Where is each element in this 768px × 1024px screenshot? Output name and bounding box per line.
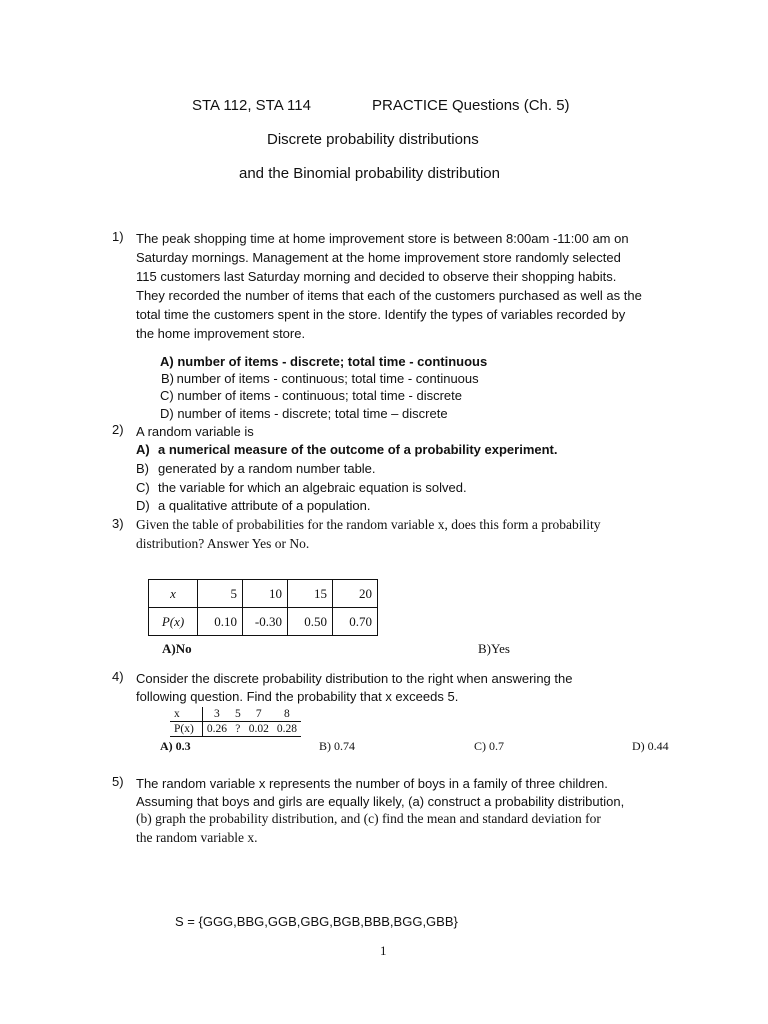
practice-title: PRACTICE Questions (Ch. 5) (372, 97, 570, 114)
question-1-line: total time the customers spent in the store. Identify the types of variables recorded by (136, 307, 626, 322)
table-cell: 5 (231, 707, 245, 722)
question-2-option-c-letter: C) (136, 480, 150, 495)
question-2-option-b-letter: B) (136, 461, 149, 476)
table-row (170, 707, 301, 722)
table-row (149, 580, 378, 608)
question-5-line: (b) graph the probability distribution, and (c) find the mean and standard deviation for (136, 811, 601, 826)
table-row (170, 722, 301, 737)
table-cell: -0.30 (243, 608, 288, 636)
question-4-answer-d: D) 0.44 (632, 739, 669, 753)
table-row (149, 608, 378, 636)
course-code: STA 112, STA 114 (192, 97, 311, 114)
table-cell: 0.26 (202, 722, 231, 737)
table-cell: 0.50 (288, 608, 333, 636)
question-1-number: 1) (112, 229, 124, 244)
question-2-stem: A random variable is (136, 424, 254, 439)
question-4-line: following question. Find the probability that x exceeds 5. (136, 689, 459, 704)
question-1-line: The peak shopping time at home improvement store is between 8:00am -11:00 am on (136, 231, 629, 246)
question-2-option-c-text: the variable for which an algebraic equation is solved. (158, 480, 467, 495)
page-title-line1: Discrete probability distributions (267, 131, 479, 148)
table-cell: 7 (245, 707, 273, 722)
question-1-text (136, 229, 681, 343)
question-5-line: The random variable x represents the number of boys in a family of three children. (136, 776, 608, 791)
question-1-option-d: D) number of items - discrete; total time – discrete (160, 406, 448, 421)
question-3-answer-a: A)No (162, 641, 192, 656)
question-1-option-c: C) number of items - continuous; total time - discrete (160, 388, 463, 403)
question-4-line: Consider the discrete probability distribution to the right when answering the (136, 671, 573, 686)
question-1-line: Saturday mornings. Management at the home improvement store randomly selected (136, 250, 621, 265)
page-number: 1 (380, 943, 387, 958)
sample-space: S = {GGG,BBG,GGB,GBG,BGB,BBB,BGG,GBB} (175, 914, 458, 929)
question-1-line: They recorded the number of items that each of the customers purchased as well as the (136, 288, 642, 303)
table-cell: 0.10 (198, 608, 243, 636)
question-3-line: Given the table of probabilities for the random variable x, does this form a probability (136, 517, 601, 532)
question-2-option-b-text: generated by a random number table. (158, 461, 376, 476)
question-2-option-d-letter: D) (136, 498, 150, 513)
table-cell: 3 (202, 707, 231, 722)
question-4-answer-a: A) 0.3 (160, 739, 191, 753)
question-3-number: 3) (112, 516, 124, 531)
table-cell: 8 (273, 707, 301, 722)
question-1-line: 115 customers last Saturday morning and decided to observe their shopping habits. (136, 269, 617, 284)
question-5-number: 5) (112, 774, 124, 789)
table-cell: 20 (333, 580, 378, 608)
question-1-option-b: B) number of items - continuous; total time - continuous (161, 371, 479, 386)
table-cell: 5 (198, 580, 243, 608)
table-cell: ? (231, 722, 245, 737)
question-5-line: the random variable x. (136, 830, 258, 845)
table-cell: 15 (288, 580, 333, 608)
question-2-option-a-text: a numerical measure of the outcome of a probability experiment. (158, 442, 558, 457)
question-5-line: Assuming that boys and girls are equally likely, (a) construct a probability distribution, (136, 794, 625, 809)
table-cell: 0.70 (333, 608, 378, 636)
table-header-x: x (149, 580, 198, 608)
question-2-number: 2) (112, 422, 124, 437)
question-2-option-d-text: a qualitative attribute of a population. (158, 498, 371, 513)
table-cell: 0.28 (273, 722, 301, 737)
question-1-option-a: A) number of items - discrete; total time - continuous (160, 354, 488, 369)
question-4-answer-b: B) 0.74 (319, 739, 355, 753)
question-3-probability-table (148, 579, 378, 636)
table-cell: 10 (243, 580, 288, 608)
table-header-px: P(x) (149, 608, 198, 636)
question-3-answer-b: B)Yes (478, 641, 510, 656)
page-title-line2: and the Binomial probability distribution (239, 165, 500, 182)
question-4-number: 4) (112, 669, 124, 684)
table-header-x: x (170, 707, 202, 722)
table-cell: 0.02 (245, 722, 273, 737)
table-header-px: P(x) (170, 722, 202, 737)
question-3-line: distribution? Answer Yes or No. (136, 536, 310, 551)
question-2-option-a-letter: A) (136, 442, 150, 457)
question-4-probability-table (170, 707, 301, 737)
question-4-answer-c: C) 0.7 (474, 739, 504, 753)
question-1-line: the home improvement store. (136, 326, 306, 341)
